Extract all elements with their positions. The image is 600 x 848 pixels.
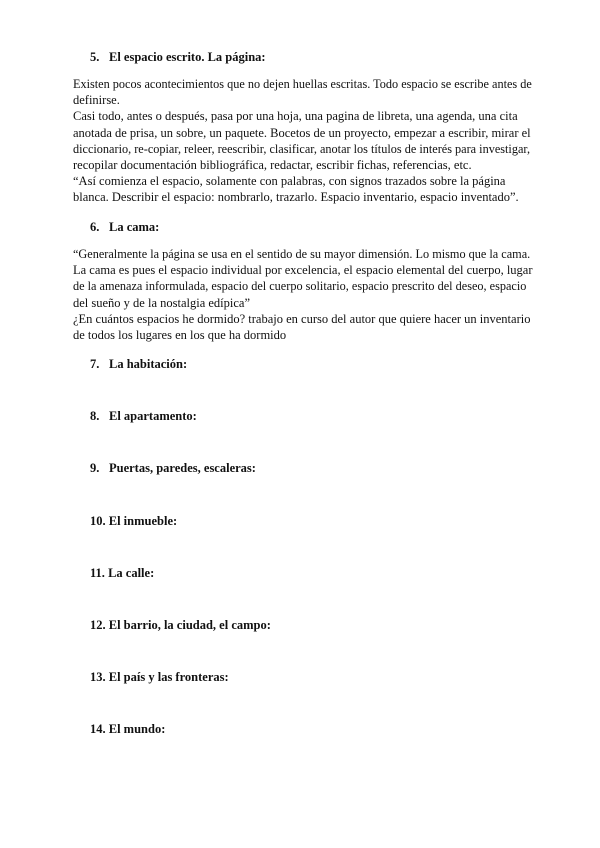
section-heading-7 xyxy=(90,357,187,372)
section-heading-10 xyxy=(90,514,177,529)
paragraph-line: recopilar documentación bibliográfica, redactar, escribir fichas, referencias, etc. xyxy=(73,158,472,173)
section-number: 6. xyxy=(90,220,100,234)
section-number: 14. xyxy=(90,722,106,736)
section-number: 7. xyxy=(90,357,100,371)
section-paragraph-6 xyxy=(73,246,533,343)
section-heading-8 xyxy=(90,409,197,424)
section-title: La cama: xyxy=(109,220,160,234)
section-title: La calle: xyxy=(108,566,155,580)
paragraph-line: ¿En cuántos espacios he dormido? trabajo en curso del autor que quiere hacer un inventario xyxy=(73,311,531,326)
section-title: El mundo: xyxy=(108,722,166,736)
paragraph-line: de la amenaza informulada, espacio del cuerpo solitario, espacio prescrito del deseo, espacio xyxy=(73,279,527,294)
section-title: El inmueble: xyxy=(108,514,178,528)
section-title: Puertas, paredes, escaleras: xyxy=(109,461,256,475)
section-number: 5. xyxy=(90,50,100,64)
section-number: 13. xyxy=(90,670,106,684)
section-heading-9 xyxy=(90,461,256,476)
section-title: El apartamento: xyxy=(109,409,197,423)
section-heading-5 xyxy=(90,50,266,65)
section-number: 8. xyxy=(90,409,100,423)
paragraph-line: de todos los lugares en los que ha dormido xyxy=(73,328,287,343)
section-heading-11 xyxy=(90,566,154,581)
paragraph-line: Casi todo, antes o después, pasa por una hoja, una pagina de libreta, una agenda, una cita xyxy=(73,109,518,124)
paragraph-line: La cama es pues el espacio individual por excelencia, el espacio elemental del cuerpo, lugar xyxy=(73,263,533,278)
section-title: El espacio escrito. La página: xyxy=(109,50,266,64)
section-number: 12. xyxy=(90,618,106,632)
paragraph-line: diccionario, re-copiar, releer, reescribir, clasificar, anotar los títulos de interés para investigar, xyxy=(73,141,531,156)
paragraph-line: “Así comienza el espacio, solamente con palabras, con signos trazados sobre la página xyxy=(73,174,506,189)
section-heading-6 xyxy=(90,220,159,235)
paragraph-line: anotada de prisa, un sobre, un paquete. Bocetos de un proyecto, empezar a escribir, mirar el xyxy=(73,125,531,140)
section-title: La habitación: xyxy=(109,357,188,371)
section-heading-14 xyxy=(90,722,165,737)
section-paragraph-5 xyxy=(73,76,533,206)
paragraph-line: definirse. xyxy=(73,93,120,108)
section-number: 11. xyxy=(90,566,105,580)
paragraph-line: blanca. Describir el espacio: nombrarlo, trazarlo. Espacio inventario, espacio inventado”. xyxy=(73,190,519,205)
paragraph-line: Existen pocos acontecimientos que no dejen huellas escritas. Todo espacio se escribe antes de xyxy=(73,77,532,91)
paragraph-line: del sueño y de la nostalgia edípica” xyxy=(73,295,251,310)
section-number: 10. xyxy=(90,514,106,528)
section-heading-13 xyxy=(90,670,229,685)
section-title: El país y las fronteras: xyxy=(108,670,229,684)
paragraph-line: “Generalmente la página se usa en el sentido de su mayor dimensión. Lo mismo que la cama. xyxy=(73,247,531,261)
section-number: 9. xyxy=(90,461,100,475)
section-title: El barrio, la ciudad, el campo: xyxy=(108,618,271,632)
section-heading-12 xyxy=(90,618,271,633)
